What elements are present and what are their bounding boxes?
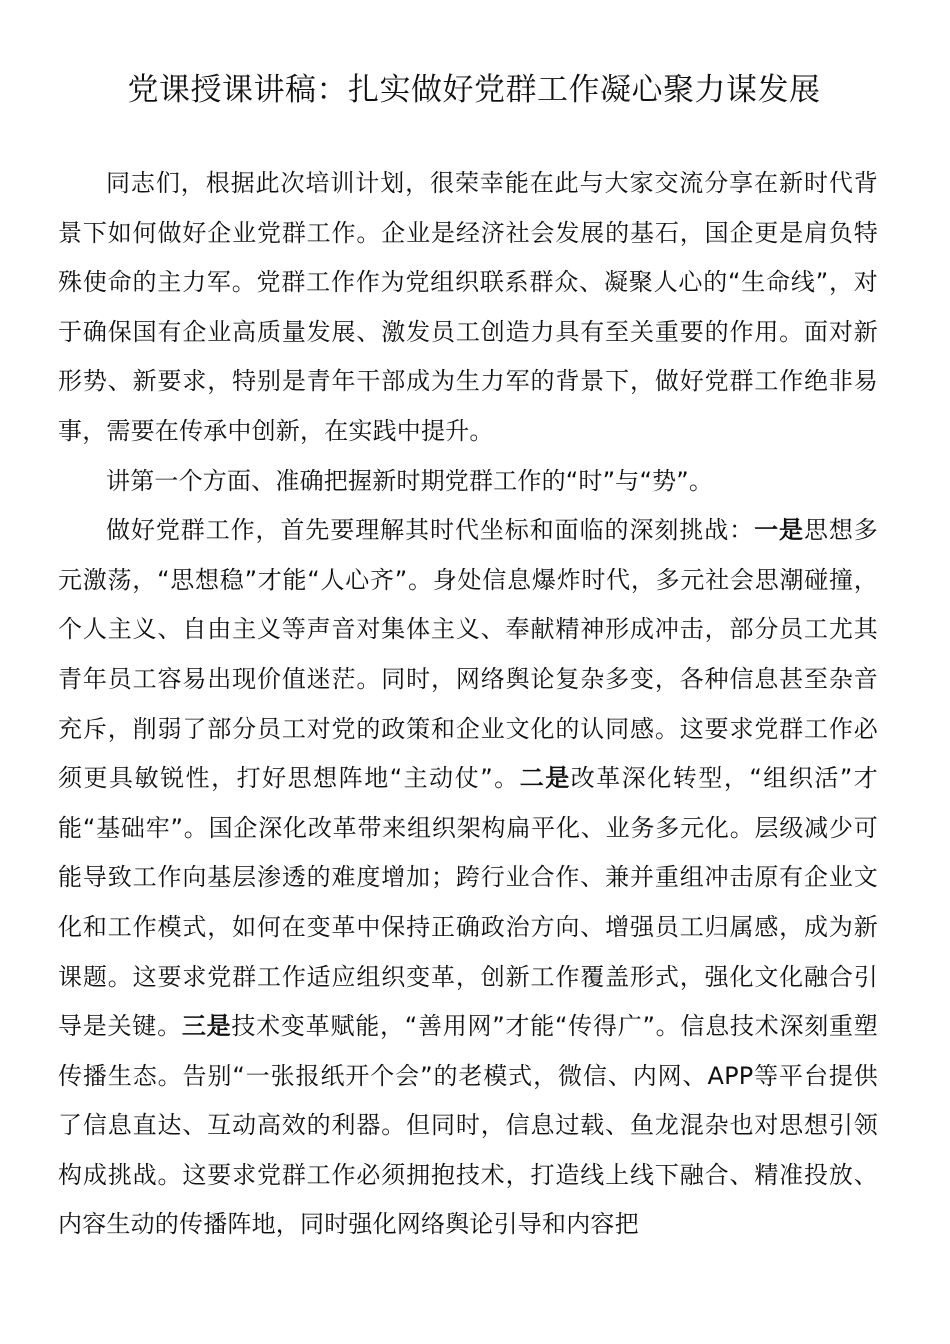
point-one-text: 思想多元激荡，“思想稳”才能“人心齐”。身处信息爆炸时代，多元社会思潮碰撞，个人主义、自由主义等声音对集体主义、奉献精神形成冲击，部分员工尤其青年员工容易出现价值迷茫。同时，网络舆论复杂多变，各种信息甚至杂音充斥，削弱了部分员工对党的政策和企业文化的认同感。这要求党群工作必须更具敏锐性，打好思想阵地“主动仗”。 bbox=[58, 516, 878, 793]
paragraph-section-heading: 讲第一个方面、准确把握新时期党群工作的“时”与“势”。 bbox=[106, 466, 714, 495]
paragraph-intro: 同志们，根据此次培训计划，很荣幸能在此与大家交流分享在新时代背景下如何做好企业党群工作。企业是经济社会发展的基石，国企更是肩负特殊使命的主力军。党群工作作为党组织联系群众、凝聚人心的“生命线”，对于确保国有企业高质量发展、激发员工创造力具有至关重要的作用。面对新形势、新要求，特别是青年干部成为生力军的背景下，做好党群工作绝非易事，需要在传承中创新，在实践中提升。 bbox=[58, 169, 878, 445]
paragraph-challenges bbox=[58, 506, 878, 1250]
point-two-label: 二是 bbox=[519, 764, 571, 793]
point-three-text: 技术变革赋能，“善用网”才能“传得广”。信息技术深刻重塑传播生态。告别“一张报纸开个会”的老模式，微信、内网、APP等平台提供了信息直达、互动高效的利器。但同时，信息过载、鱼龙混杂也对思想引领构成挑战。这要求党群工作必须拥抱技术，打造线上线下融合、精准投放、内容生动的传播阵地，同时强化网络舆论引导和内容把 bbox=[58, 1012, 879, 1239]
document-title: 党课授课讲稿：扎实做好党群工作凝心聚力谋发展 bbox=[127, 72, 821, 108]
point-two-text: 改革深化转型，“组织活”才能“基础牢”。国企深化改革带来组织架构扁平化、业务多元化。层级减少可能导致工作向基层渗透的难度增加；跨行业合作、兼并重组冲击原有企业文化和工作模式，如何在变革中保持正确政治方向、增强员工归属感，成为新课题。这要求党群工作适应组织变革，创新工作覆盖形式，强化文化融合引导是关键。 bbox=[58, 764, 879, 1041]
challenges-lead-text: 做好党群工作，首先要理解其时代坐标和面临的深刻挑战： bbox=[106, 516, 755, 545]
document-body bbox=[58, 159, 878, 1250]
point-one-label: 一是 bbox=[754, 516, 804, 545]
point-three-label: 三是 bbox=[181, 1012, 232, 1041]
